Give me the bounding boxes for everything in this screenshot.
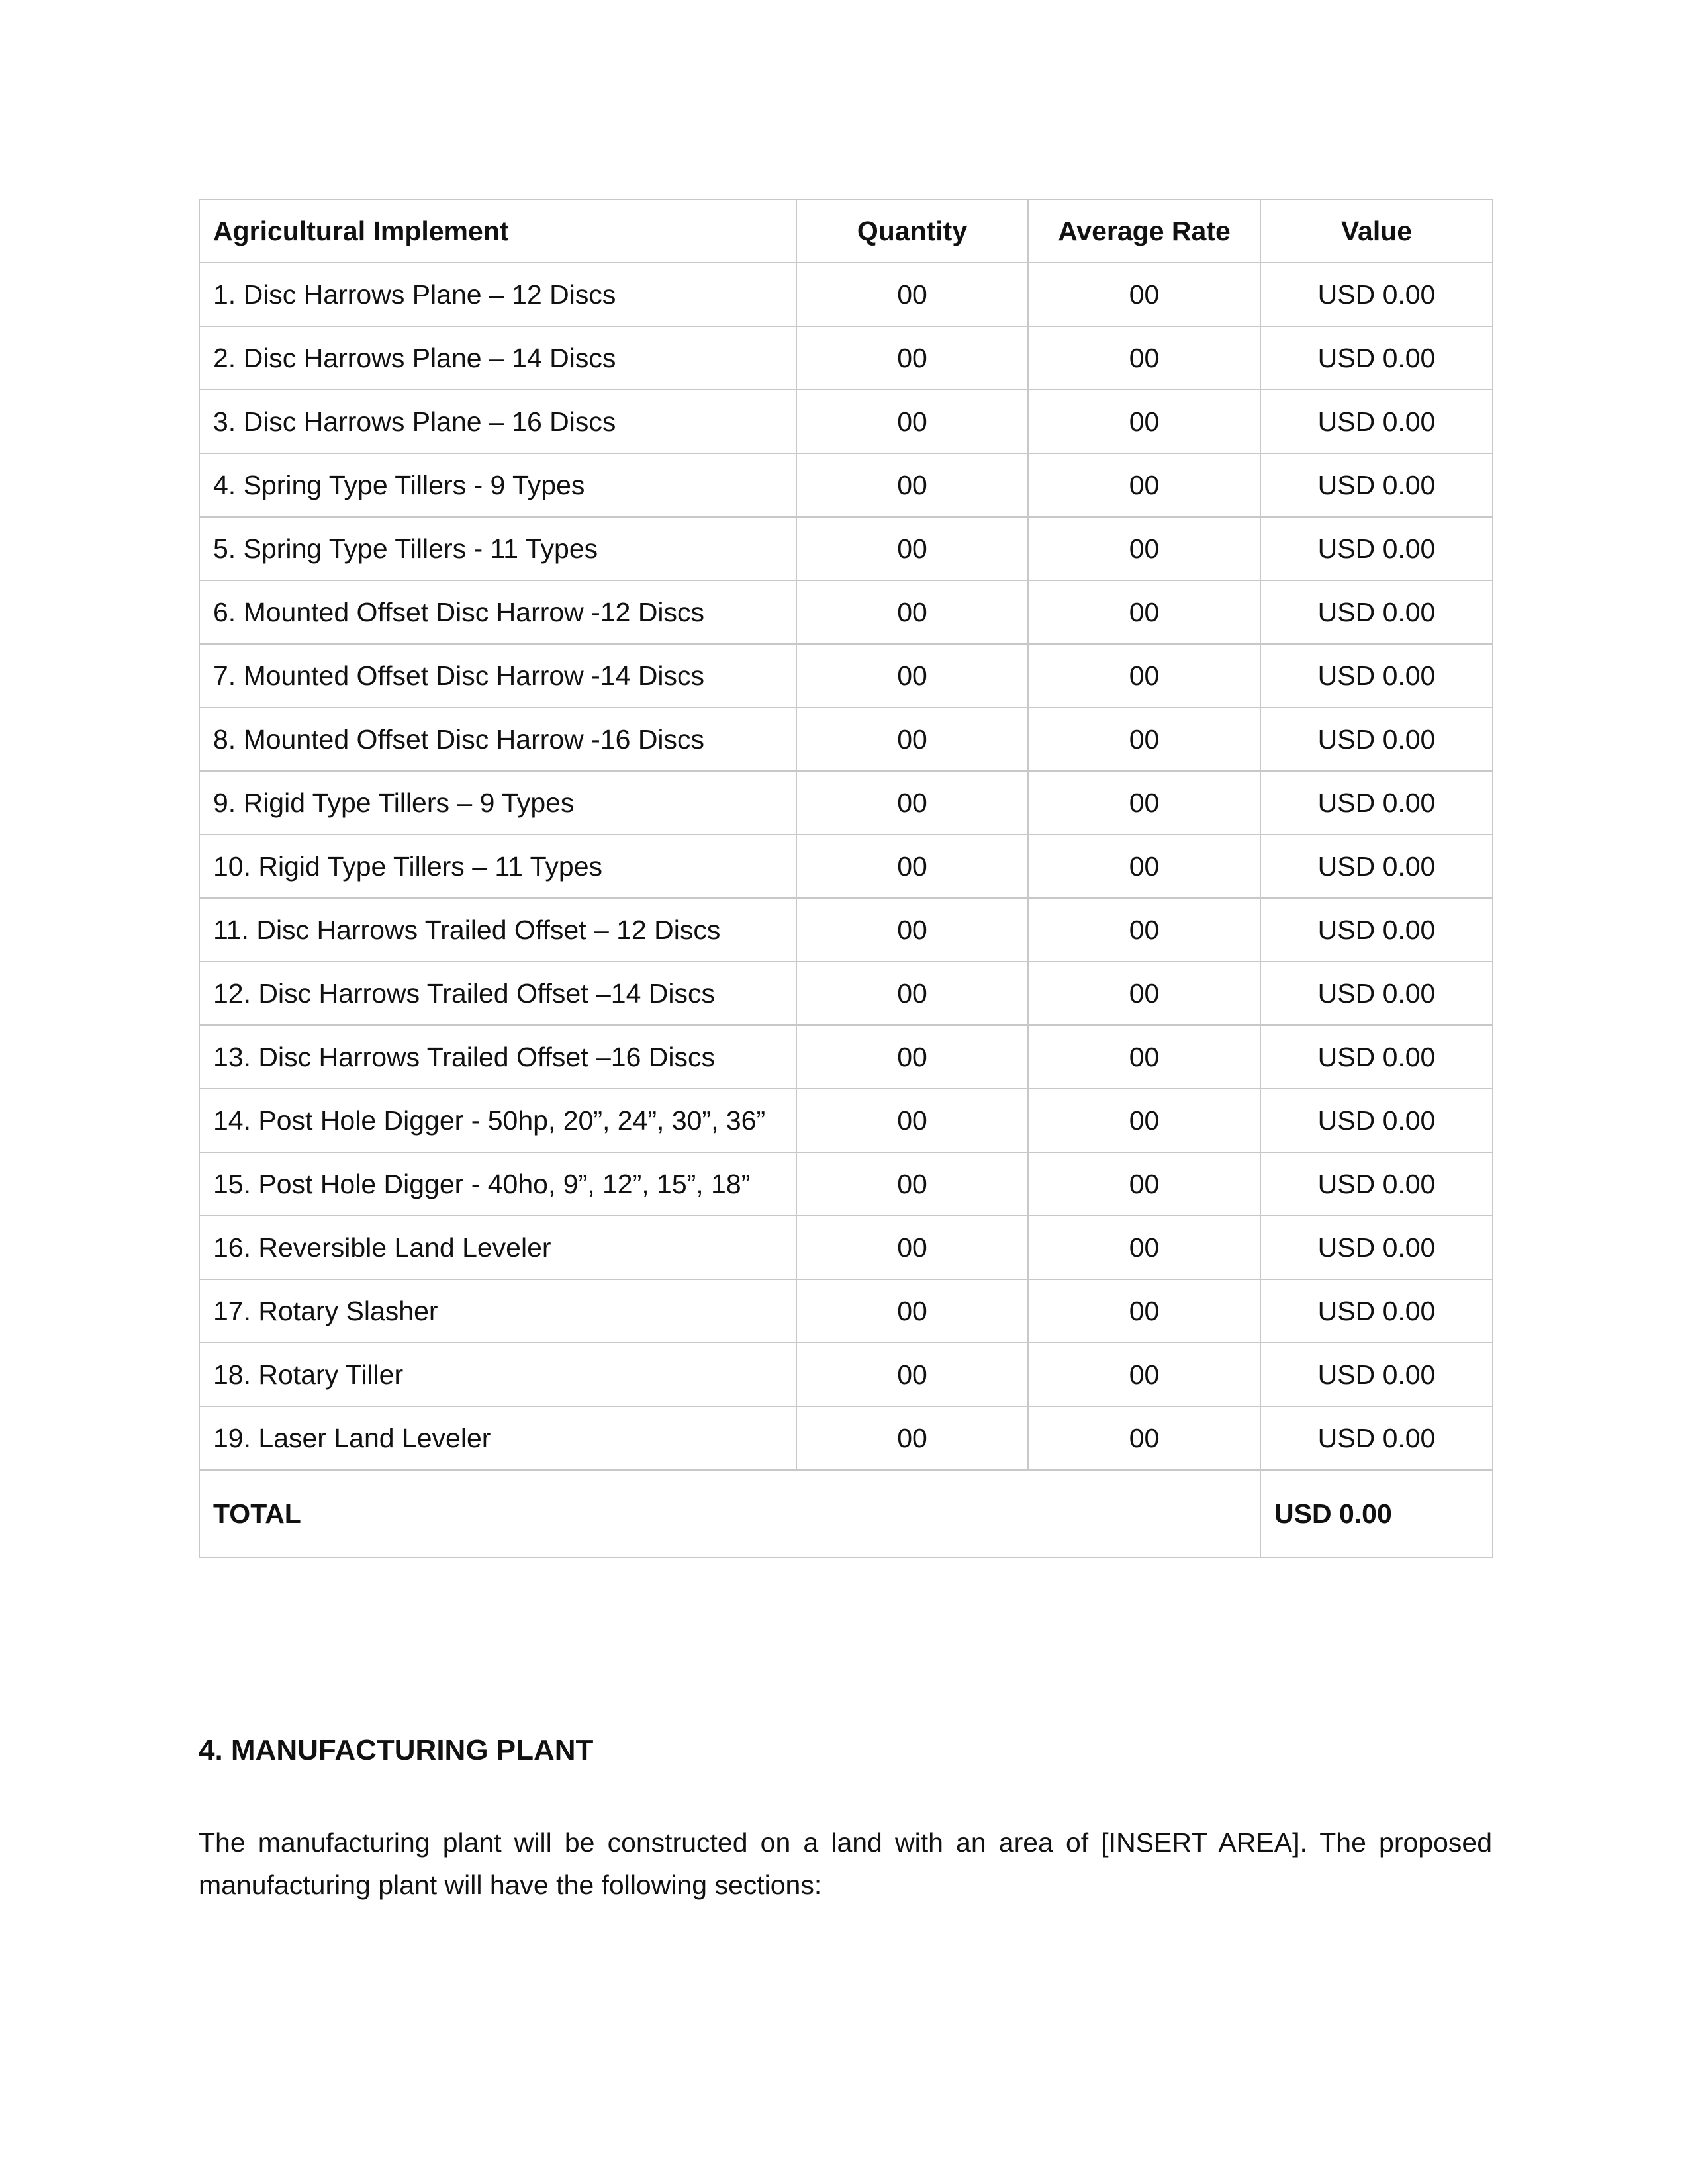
table-header-row — [199, 199, 1493, 263]
average-rate-cell: 00 — [1028, 1279, 1260, 1343]
quantity-cell: 00 — [796, 390, 1028, 453]
quantity-cell: 00 — [796, 898, 1028, 962]
average-rate-cell: 00 — [1028, 1216, 1260, 1279]
table-row — [199, 835, 1493, 898]
table-body — [199, 263, 1493, 1470]
average-rate-cell: 00 — [1028, 263, 1260, 326]
quantity-cell: 00 — [796, 1216, 1028, 1279]
implement-name-cell: 16. Reversible Land Leveler — [199, 1216, 796, 1279]
table-row — [199, 580, 1493, 644]
average-rate-cell: 00 — [1028, 1025, 1260, 1089]
quantity-cell: 00 — [796, 1025, 1028, 1089]
header-implement: Agricultural Implement — [199, 199, 796, 263]
quantity-cell: 00 — [796, 580, 1028, 644]
value-cell: USD 0.00 — [1260, 771, 1493, 835]
implement-name-cell: 2. Disc Harrows Plane – 14 Discs — [199, 326, 796, 390]
header-average-rate: Average Rate — [1028, 199, 1260, 263]
value-cell: USD 0.00 — [1260, 707, 1493, 771]
average-rate-cell: 00 — [1028, 390, 1260, 453]
average-rate-cell: 00 — [1028, 707, 1260, 771]
table-row — [199, 1089, 1493, 1152]
table-row — [199, 1406, 1493, 1470]
quantity-cell: 00 — [796, 835, 1028, 898]
implement-name-cell: 12. Disc Harrows Trailed Offset –14 Discs — [199, 962, 796, 1025]
table-row — [199, 1152, 1493, 1216]
quantity-cell: 00 — [796, 1089, 1028, 1152]
value-cell: USD 0.00 — [1260, 1089, 1493, 1152]
value-cell: USD 0.00 — [1260, 326, 1493, 390]
average-rate-cell: 00 — [1028, 453, 1260, 517]
value-cell: USD 0.00 — [1260, 898, 1493, 962]
implement-name-cell: 14. Post Hole Digger - 50hp, 20”, 24”, 30”, 36” — [199, 1089, 796, 1152]
average-rate-cell: 00 — [1028, 835, 1260, 898]
implement-name-cell: 10. Rigid Type Tillers – 11 Types — [199, 835, 796, 898]
quantity-cell: 00 — [796, 453, 1028, 517]
table-row — [199, 707, 1493, 771]
table-row — [199, 644, 1493, 707]
section-heading: 4. MANUFACTURING PLANT — [199, 1734, 594, 1766]
average-rate-cell: 00 — [1028, 962, 1260, 1025]
table-row — [199, 771, 1493, 835]
implement-name-cell: 8. Mounted Offset Disc Harrow -16 Discs — [199, 707, 796, 771]
average-rate-cell: 00 — [1028, 517, 1260, 580]
value-cell: USD 0.00 — [1260, 580, 1493, 644]
value-cell: USD 0.00 — [1260, 962, 1493, 1025]
quantity-cell: 00 — [796, 771, 1028, 835]
table-row — [199, 898, 1493, 962]
value-cell: USD 0.00 — [1260, 1279, 1493, 1343]
quantity-cell: 00 — [796, 1406, 1028, 1470]
table-row — [199, 517, 1493, 580]
quantity-cell: 00 — [796, 707, 1028, 771]
implements-table — [199, 199, 1493, 1558]
implement-name-cell: 1. Disc Harrows Plane – 12 Discs — [199, 263, 796, 326]
value-cell: USD 0.00 — [1260, 644, 1493, 707]
implement-name-cell: 4. Spring Type Tillers - 9 Types — [199, 453, 796, 517]
table-row — [199, 263, 1493, 326]
quantity-cell: 00 — [796, 326, 1028, 390]
average-rate-cell: 00 — [1028, 580, 1260, 644]
header-value: Value — [1260, 199, 1493, 263]
value-cell: USD 0.00 — [1260, 1406, 1493, 1470]
average-rate-cell: 00 — [1028, 898, 1260, 962]
value-cell: USD 0.00 — [1260, 517, 1493, 580]
value-cell: USD 0.00 — [1260, 263, 1493, 326]
table-row — [199, 1216, 1493, 1279]
quantity-cell: 00 — [796, 517, 1028, 580]
average-rate-cell: 00 — [1028, 1152, 1260, 1216]
average-rate-cell: 00 — [1028, 1406, 1260, 1470]
total-label: TOTAL — [199, 1470, 1260, 1557]
quantity-cell: 00 — [796, 1343, 1028, 1406]
implement-name-cell: 13. Disc Harrows Trailed Offset –16 Discs — [199, 1025, 796, 1089]
implement-name-cell: 9. Rigid Type Tillers – 9 Types — [199, 771, 796, 835]
quantity-cell: 00 — [796, 263, 1028, 326]
value-cell: USD 0.00 — [1260, 835, 1493, 898]
table-row — [199, 1279, 1493, 1343]
quantity-cell: 00 — [796, 1279, 1028, 1343]
value-cell: USD 0.00 — [1260, 390, 1493, 453]
quantity-cell: 00 — [796, 644, 1028, 707]
implement-name-cell: 5. Spring Type Tillers - 11 Types — [199, 517, 796, 580]
table-row — [199, 390, 1493, 453]
total-row — [199, 1470, 1493, 1557]
table-row — [199, 1343, 1493, 1406]
implement-name-cell: 3. Disc Harrows Plane – 16 Discs — [199, 390, 796, 453]
quantity-cell: 00 — [796, 962, 1028, 1025]
total-value: USD 0.00 — [1260, 1470, 1493, 1557]
value-cell: USD 0.00 — [1260, 1025, 1493, 1089]
implement-name-cell: 18. Rotary Tiller — [199, 1343, 796, 1406]
average-rate-cell: 00 — [1028, 1089, 1260, 1152]
implement-name-cell: 19. Laser Land Leveler — [199, 1406, 796, 1470]
value-cell: USD 0.00 — [1260, 1152, 1493, 1216]
table-row — [199, 453, 1493, 517]
table-row — [199, 1025, 1493, 1089]
average-rate-cell: 00 — [1028, 1343, 1260, 1406]
table-row — [199, 962, 1493, 1025]
value-cell: USD 0.00 — [1260, 453, 1493, 517]
header-quantity: Quantity — [796, 199, 1028, 263]
average-rate-cell: 00 — [1028, 771, 1260, 835]
implement-name-cell: 11. Disc Harrows Trailed Offset – 12 Discs — [199, 898, 796, 962]
implement-name-cell: 6. Mounted Offset Disc Harrow -12 Discs — [199, 580, 796, 644]
quantity-cell: 00 — [796, 1152, 1028, 1216]
average-rate-cell: 00 — [1028, 644, 1260, 707]
section-paragraph: The manufacturing plant will be constructed on a land with an area of [INSERT AREA]. The proposed manufacturing plant will have the following sections: — [199, 1827, 1492, 1900]
implement-name-cell: 17. Rotary Slasher — [199, 1279, 796, 1343]
value-cell: USD 0.00 — [1260, 1343, 1493, 1406]
implement-name-cell: 15. Post Hole Digger - 40ho, 9”, 12”, 15”, 18” — [199, 1152, 796, 1216]
implement-name-cell: 7. Mounted Offset Disc Harrow -14 Discs — [199, 644, 796, 707]
average-rate-cell: 00 — [1028, 326, 1260, 390]
value-cell: USD 0.00 — [1260, 1216, 1493, 1279]
table-row — [199, 326, 1493, 390]
